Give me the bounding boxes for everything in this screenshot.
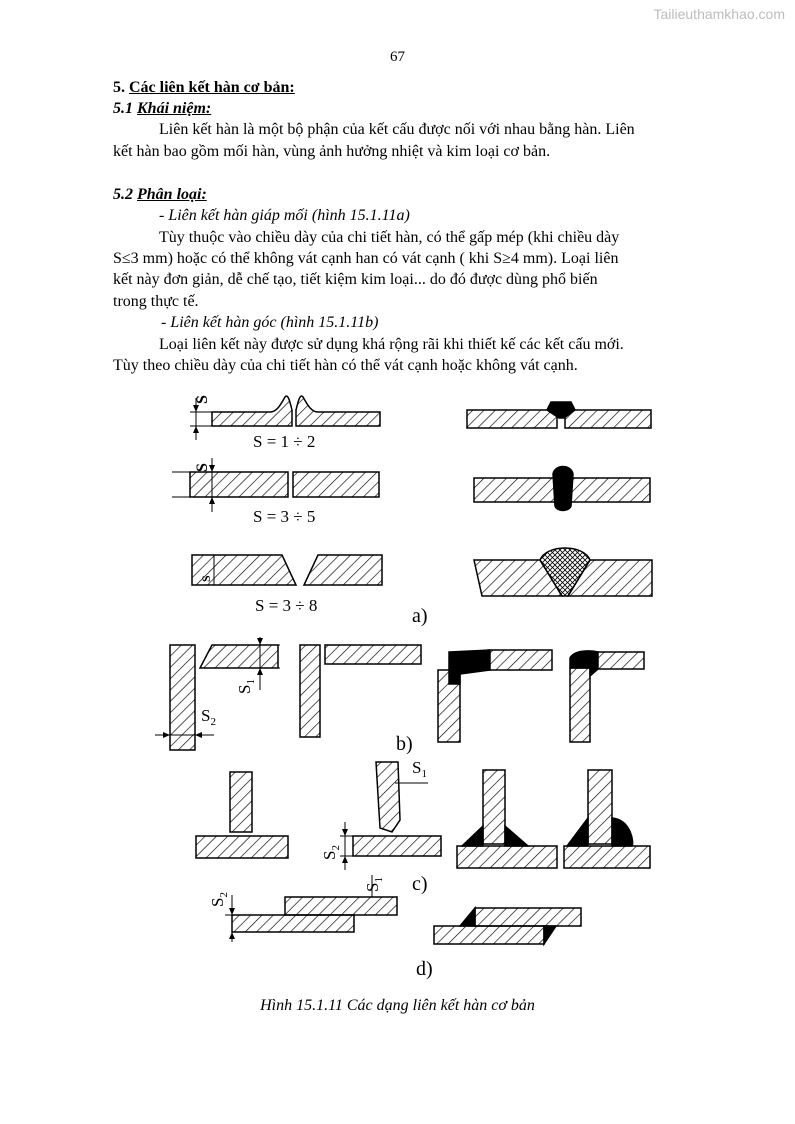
paragraph-line: Tùy thuộc vào chiều dày của chi tiết hàn, có thể gấp mép (khi chiều dày xyxy=(159,229,620,246)
subsection-1-title: Khái niệm: xyxy=(137,100,212,117)
dim-label-s2: $S_2$ xyxy=(208,892,230,907)
v-groove-butt-joint xyxy=(192,555,382,585)
paragraph-line: kết này đơn giản, dễ chế tạo, tiết kiệm kim loại... do đó được dùng phổ biến xyxy=(113,271,598,288)
subfigure-label-b: b) xyxy=(396,733,413,755)
paragraph-line: Liên kết hàn là một bộ phận của kết cấu được nối với nhau bằng hàn. Liên xyxy=(159,121,635,138)
v-groove-butt-weld xyxy=(474,548,652,596)
dim-label-s: S xyxy=(194,463,211,472)
range-label-2: S = 3 ÷ 5 xyxy=(253,507,316,526)
dim-label-s: S xyxy=(199,575,213,582)
corner-joint-bevel xyxy=(170,645,278,750)
t-weld-fillet xyxy=(457,770,557,868)
figure-caption: Hình 15.1.11 Các dạng liên kết hàn cơ bản xyxy=(260,997,535,1014)
subsection-1-number: 5.1 xyxy=(113,100,133,117)
paragraph-line: Tùy theo chiều dày của chi tiết hàn có thể vát cạnh hoặc không vát cạnh. xyxy=(113,357,578,374)
lap-weld xyxy=(434,908,581,944)
item-2-title: - Liên kết hàn góc (hình 15.1.11b) xyxy=(161,314,379,331)
section-title: Các liên kết hàn cơ bản: xyxy=(129,79,295,96)
section-number: 5. xyxy=(113,79,125,96)
flanged-butt-joint xyxy=(212,396,380,426)
paragraph-line: S≤3 mm) hoặc có thể không vát cạnh han có vát cạnh ( khi S≥4 mm). Loại liên xyxy=(113,250,619,267)
paragraph-line: kết hàn bao gồm mối hàn, vùng ảnh hưởng nhiệt và kim loại cơ bản. xyxy=(113,143,551,160)
square-butt-weld xyxy=(474,467,650,511)
page-number: 67 xyxy=(390,49,405,65)
corner-weld-bevel xyxy=(438,650,552,742)
subfigure-label-a: a) xyxy=(412,605,428,627)
dim-label-s2: $S_2$ xyxy=(320,845,342,860)
t-joint-square xyxy=(196,772,288,858)
square-butt-joint xyxy=(190,472,379,497)
subsection-2-title: Phân loại: xyxy=(137,186,207,203)
watermark: Tailieuthamkhao.com xyxy=(653,6,785,22)
item-1-title: - Liên kết hàn giáp mối (hình 15.1.11a) xyxy=(159,207,410,224)
flanged-butt-weld xyxy=(467,402,651,428)
corner-weld-square xyxy=(570,651,644,742)
lap-joint xyxy=(232,897,397,932)
paragraph-line: trong thực tế. xyxy=(113,293,199,310)
range-label-1: S = 1 ÷ 2 xyxy=(253,432,316,451)
range-label-3: S = 3 ÷ 8 xyxy=(255,596,318,615)
dim-label-s2: $S_2$ xyxy=(201,706,216,728)
t-joint-bevel xyxy=(353,762,441,856)
dim-label-s: S xyxy=(194,395,211,404)
paragraph-line: Loại liên kết này được sử dụng khá rộng rãi khi thiết kế các kết cấu mới. xyxy=(159,336,624,353)
t-weld-bevel xyxy=(564,770,650,868)
subfigure-label-d: d) xyxy=(416,958,433,980)
dim-label-s1: $S_1$ xyxy=(363,877,385,892)
subfigure-label-c: c) xyxy=(412,873,428,895)
dim-label-s1: $S_1$ xyxy=(412,758,427,780)
subsection-2-number: 5.2 xyxy=(113,186,133,203)
corner-joint-square xyxy=(300,645,421,737)
dim-label-s1: $S_1$ xyxy=(235,679,257,694)
